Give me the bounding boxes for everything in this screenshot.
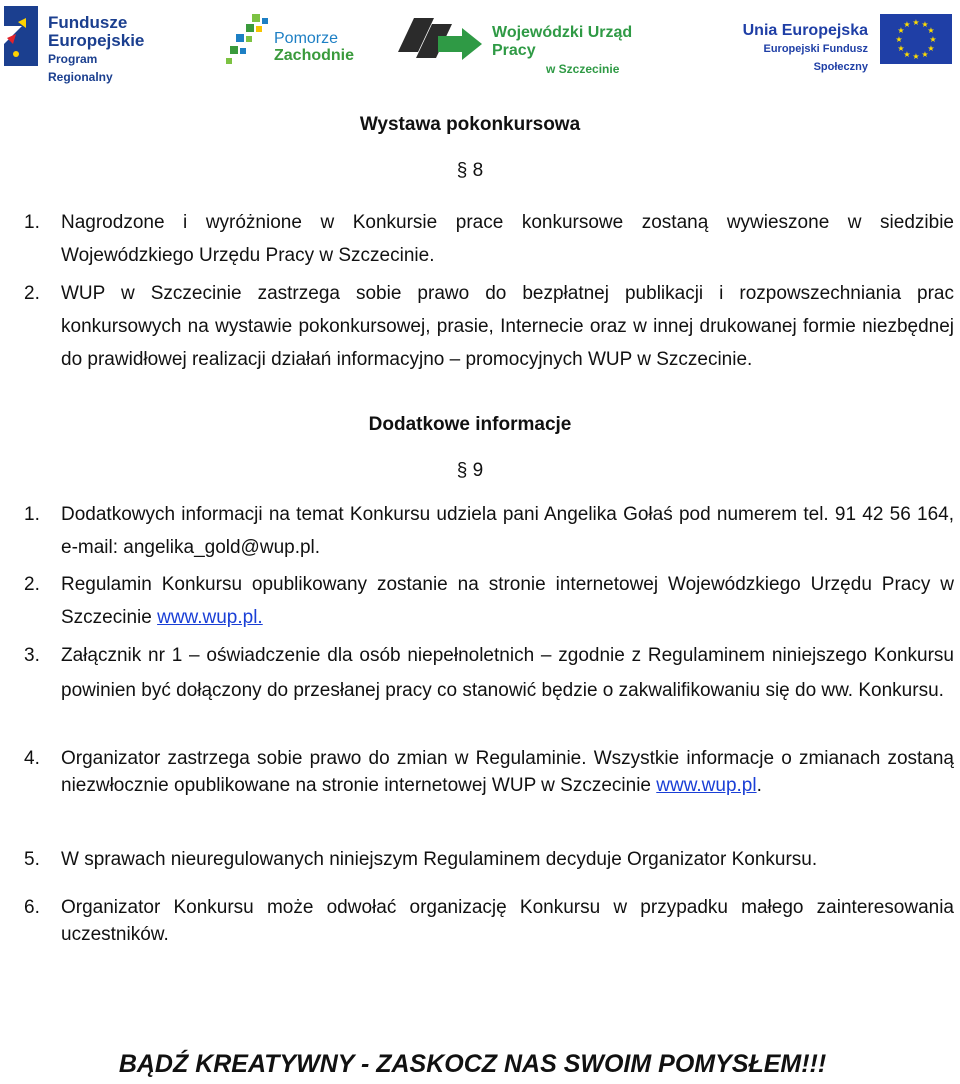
item-number: 3. <box>24 645 40 666</box>
pomorze-zachodnie-logo <box>212 4 355 72</box>
section-title-dodatkowe: Dodatkowe informacje <box>368 414 572 435</box>
list-item <box>24 277 954 376</box>
ue-line2: Europejski Fundusz Społeczny <box>763 43 868 73</box>
fe-line1: Fundusze <box>48 13 128 32</box>
svg-text:★: ★ <box>927 44 935 53</box>
wup-website-link[interactable]: www.wup.pl. <box>157 607 263 628</box>
svg-text:★: ★ <box>921 50 929 59</box>
list-item <box>24 894 954 948</box>
item-text-body: Organizator zastrzega sobie prawo do zmian w Regulaminie. Wszystkie informacje o zmianach zostaną niezwłocznie opublikowane na stronie internetowej WUP w Szczecinie <box>61 748 954 796</box>
item-text: Nagrodzone i wyróżnione w Konkursie prace konkursowe zostaną wywieszone w siedzibie Wojewódzkiego Urzędu Pracy w Szczecinie. <box>61 212 954 266</box>
para-sign-8: § 8 <box>456 160 484 181</box>
wup-logo <box>398 4 658 76</box>
svg-text:★: ★ <box>895 35 903 44</box>
item-text: W sprawach nieuregulowanych niniejszym Regulaminem decyduje Organizator Konkursu. <box>61 849 818 870</box>
section-title-wystawa: Wystawa pokonkursowa <box>359 114 581 135</box>
ue-line1: Unia Europejska <box>742 22 868 39</box>
list-item <box>24 206 954 272</box>
item-text-body: Regulamin Konkursu opublikowany zostanie na stronie internetowej Wojewódzkiego Urzędu Pracy w Szczecinie <box>61 574 954 628</box>
svg-text:★: ★ <box>912 52 920 61</box>
list-item <box>24 568 954 634</box>
fe-emblem-icon <box>2 4 42 70</box>
pz-line2: Zachodnie <box>274 47 355 64</box>
svg-text:★: ★ <box>897 44 905 53</box>
fe-line3: Program Regionalny <box>48 52 113 84</box>
eu-flag-icon <box>880 14 952 64</box>
item-text-end: . <box>756 775 762 796</box>
item-text <box>61 745 954 799</box>
svg-text:★: ★ <box>897 26 905 35</box>
list-item <box>24 745 954 799</box>
item-text: Organizator Konkursu może odwołać organizację Konkursu w przypadku małego zainteresowania uczestników. <box>61 897 954 945</box>
item-number: 2. <box>24 574 40 595</box>
fe-line2: Europejskie <box>48 31 145 50</box>
svg-text:★: ★ <box>927 26 935 35</box>
item-number: 4. <box>24 748 40 769</box>
svg-text:★: ★ <box>903 50 911 59</box>
wup-arrows-icon <box>398 14 484 64</box>
list-item <box>24 638 954 708</box>
item-text <box>61 568 954 634</box>
item-number: 1. <box>24 212 40 233</box>
item-text: WUP w Szczecinie zastrzega sobie prawo do bezpłatnej publikacji i rozpowszechniania prac konkursowych na wystawie pokonkursowej, prasie, Internecie oraz w innej drukowanej formie niezbędnej do prawidłowej realizacji działań informacyjno – promocyjnych WUP w Szczecinie. <box>61 283 954 370</box>
wup-website-link[interactable]: www.wup.pl <box>656 775 757 796</box>
unia-europejska-logo <box>714 4 958 72</box>
svg-text:★: ★ <box>903 20 911 29</box>
footer-slogan: BĄDŹ KREATYWNY - ZASKOCZ NAS SWOIM POMYSŁEM!!! <box>118 1050 827 1078</box>
para-sign-9: § 9 <box>456 460 484 481</box>
svg-text:★: ★ <box>912 18 920 27</box>
item-number: 2. <box>24 283 40 304</box>
item-number: 6. <box>24 897 40 918</box>
list-item <box>24 846 954 873</box>
item-number: 1. <box>24 504 40 525</box>
wup-line1: Wojewódzki Urząd Pracy <box>492 24 633 59</box>
pz-pixels-icon <box>222 8 282 68</box>
item-text: Załącznik nr 1 – oświadczenie dla osób niepełnoletnich – zgodnie z Regulaminem niniejszego Konkursu powinien być dołączony do przesłanej pracy co stanowić będzie o zakwalifikowaniu się do ww. Konkursu. <box>61 645 954 701</box>
logo-bar <box>0 0 960 84</box>
list-item <box>24 498 954 564</box>
fundusze-europejskie-logo <box>2 4 162 84</box>
item-number: 5. <box>24 849 40 870</box>
svg-text:★: ★ <box>921 20 929 29</box>
wup-line2: w Szczecinie <box>546 62 620 76</box>
svg-text:★: ★ <box>929 35 937 44</box>
item-text: Dodatkowych informacji na temat Konkursu udziela pani Angelika Gołaś pod numerem tel. 91 42 56 164, e-mail: angelika_gold@wup.pl. <box>61 504 954 558</box>
pz-line1: Pomorze <box>274 30 339 47</box>
